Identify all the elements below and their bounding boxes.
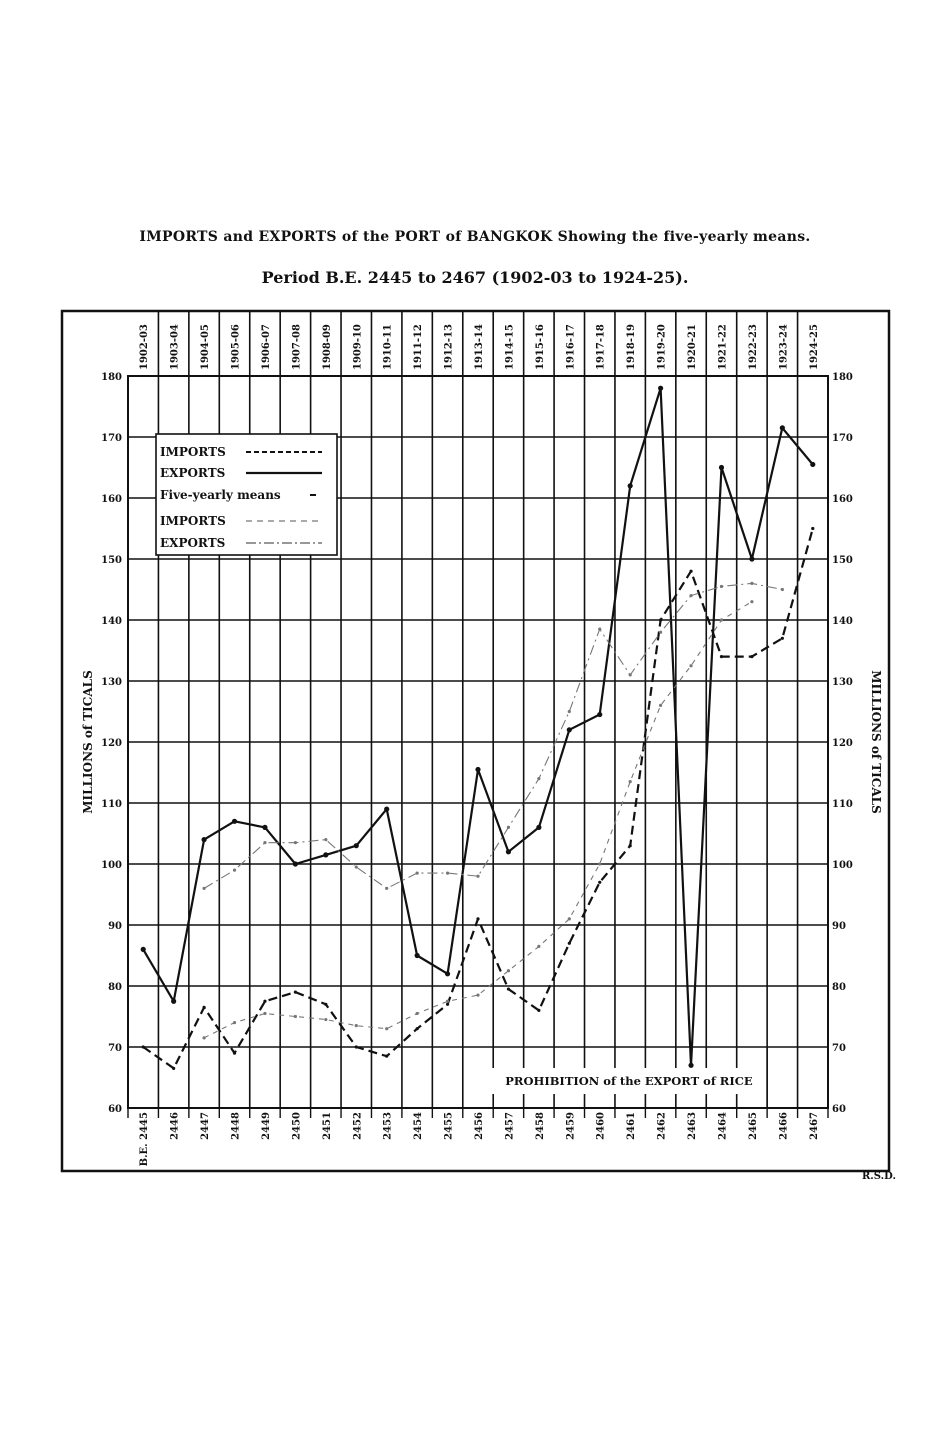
x-bottom-tick-label: B.E. 2445 — [139, 1112, 151, 1167]
data-point-exports — [445, 971, 450, 976]
data-point-imports — [324, 1003, 327, 1006]
y-tick-label-right: 110 — [832, 799, 853, 810]
data-point-exports — [141, 947, 146, 952]
x-bottom-tick-label: 2458 — [534, 1112, 546, 1140]
y-tick-label-left: 70 — [108, 1043, 122, 1054]
x-bottom-tick-label: 2451 — [321, 1112, 333, 1140]
data-point-exports — [354, 843, 359, 848]
data-point-mean-imports — [263, 1012, 266, 1015]
data-point-mean-exports — [781, 588, 784, 591]
data-point-mean-exports — [263, 841, 266, 844]
data-point-imports — [202, 1006, 205, 1009]
data-point-exports — [658, 386, 663, 391]
data-point-mean-exports — [324, 838, 327, 841]
data-point-mean-exports — [202, 887, 205, 890]
chart-title: IMPORTS and EXPORTS of the PORT of BANGKOK Showing the five-yearly means. — [139, 229, 811, 245]
data-point-exports — [323, 852, 328, 857]
x-top-tick-label: 1922-23 — [747, 324, 759, 370]
data-point-exports — [384, 807, 389, 812]
data-point-mean-exports — [568, 710, 571, 713]
data-point-mean-imports — [720, 618, 723, 621]
data-point-exports — [810, 462, 815, 467]
x-top-tick-label: 1907-08 — [291, 324, 303, 370]
legend-label-0: IMPORTS — [160, 445, 226, 459]
data-point-mean-exports — [537, 777, 540, 780]
data-point-exports — [262, 825, 267, 830]
x-top-tick-label: 1915-16 — [534, 324, 546, 370]
x-top-tick-label: 1914-15 — [504, 324, 516, 370]
y-tick-label-right: 80 — [832, 982, 846, 993]
x-bottom-tick-label: 2465 — [747, 1112, 759, 1140]
data-point-exports — [415, 953, 420, 958]
data-point-mean-exports — [659, 631, 662, 634]
y-tick-label-left: 130 — [101, 677, 122, 688]
data-point-mean-exports — [385, 887, 388, 890]
data-point-imports — [598, 881, 601, 884]
x-bottom-tick-label: 2463 — [687, 1112, 699, 1140]
data-point-mean-imports — [537, 945, 540, 948]
x-top-tick-label: 1923-24 — [778, 324, 790, 370]
y-tick-label-right: 170 — [832, 433, 853, 444]
x-top-tick-label: 1904-05 — [200, 324, 212, 370]
data-point-imports — [355, 1045, 358, 1048]
y-tick-label-left: 60 — [108, 1104, 122, 1115]
x-bottom-tick-label: 2449 — [260, 1112, 272, 1140]
x-top-tick-label: 1910-11 — [382, 324, 394, 370]
x-top-tick-label: 1918-19 — [626, 324, 638, 370]
series-mean-imports — [202, 600, 753, 1039]
data-point-imports — [416, 1027, 419, 1030]
data-point-imports — [537, 1009, 540, 1012]
x-top-tick-label: 1921-22 — [717, 324, 729, 370]
y-tick-label-right: 140 — [832, 616, 853, 627]
y-tick-label-right: 130 — [832, 677, 853, 688]
y-tick-label-right: 180 — [832, 372, 853, 383]
x-top-tick-label: 1920-21 — [687, 324, 699, 370]
data-point-mean-exports — [294, 841, 297, 844]
x-top-tick-label: 1905-06 — [230, 324, 242, 370]
data-point-imports — [629, 844, 632, 847]
data-point-imports — [720, 655, 723, 658]
data-point-exports — [597, 712, 602, 717]
x-bottom-tick-label: 2459 — [565, 1112, 577, 1140]
data-point-exports — [171, 999, 176, 1004]
data-point-mean-imports — [689, 664, 692, 667]
data-point-mean-exports — [629, 673, 632, 676]
data-point-mean-imports — [659, 704, 662, 707]
x-top-tick-label: 1906-07 — [260, 324, 272, 370]
x-bottom-tick-label: 2453 — [382, 1112, 394, 1140]
x-top-tick-label: 1913-14 — [474, 324, 485, 370]
y-axis-title-left: MILLIONS of TICALS — [81, 670, 95, 814]
data-point-imports — [507, 987, 510, 990]
data-point-exports — [749, 556, 754, 561]
data-point-exports — [536, 825, 541, 830]
data-point-mean-exports — [355, 865, 358, 868]
x-bottom-tick-label: 2454 — [413, 1112, 425, 1140]
y-tick-label-right: 160 — [832, 494, 853, 505]
data-point-mean-exports — [689, 594, 692, 597]
y-tick-label-right: 90 — [832, 921, 846, 932]
data-point-exports — [688, 1063, 693, 1068]
x-bottom-tick-label: 2456 — [474, 1112, 485, 1140]
data-point-exports — [475, 767, 480, 772]
y-tick-label-left: 100 — [101, 860, 122, 871]
data-point-mean-imports — [202, 1036, 205, 1039]
data-point-imports — [233, 1052, 236, 1055]
y-tick-label-left: 160 — [101, 494, 122, 505]
data-point-imports — [294, 991, 297, 994]
x-bottom-tick-label: 2466 — [778, 1112, 790, 1140]
legend-label-1: EXPORTS — [160, 466, 226, 480]
data-point-imports — [172, 1067, 175, 1070]
data-point-mean-exports — [233, 869, 236, 872]
x-top-tick-label: 1917-18 — [595, 324, 607, 370]
x-bottom-tick-label: 2457 — [504, 1112, 516, 1140]
x-bottom-tick-label: 2448 — [230, 1112, 242, 1140]
y-tick-label-right: 120 — [832, 738, 853, 749]
data-point-mean-imports — [416, 1012, 419, 1015]
y-tick-label-left: 120 — [101, 738, 122, 749]
x-bottom-tick-label: 2446 — [169, 1112, 181, 1140]
x-top-tick-label: 1924-25 — [808, 324, 820, 370]
data-point-mean-exports — [720, 585, 723, 588]
y-tick-label-right: 150 — [832, 555, 853, 566]
data-point-mean-exports — [507, 826, 510, 829]
x-bottom-tick-label: 2447 — [200, 1112, 212, 1140]
data-point-mean-imports — [233, 1021, 236, 1024]
data-point-exports — [719, 465, 724, 470]
data-point-exports — [628, 483, 633, 488]
y-tick-label-left: 170 — [101, 433, 122, 444]
data-point-imports — [568, 942, 571, 945]
chart-legend — [156, 434, 337, 555]
x-bottom-tick-label: 2450 — [291, 1112, 303, 1140]
y-tick-label-left: 80 — [108, 982, 122, 993]
x-bottom-tick-label: 2464 — [717, 1112, 729, 1140]
data-point-imports — [659, 618, 662, 621]
data-point-mean-imports — [476, 994, 479, 997]
data-point-imports — [781, 637, 784, 640]
data-point-mean-imports — [385, 1027, 388, 1030]
data-point-mean-imports — [294, 1015, 297, 1018]
y-axis-title-right: MILLIONS of TICALS — [869, 670, 883, 814]
x-bottom-tick-label: 2452 — [352, 1112, 364, 1140]
x-bottom-tick-label: 2460 — [595, 1112, 607, 1140]
y-tick-label-left: 180 — [101, 372, 122, 383]
data-point-exports — [567, 727, 572, 732]
data-point-imports — [811, 527, 814, 530]
y-tick-label-right: 60 — [832, 1104, 846, 1115]
data-point-mean-imports — [568, 917, 571, 920]
data-point-imports — [263, 1000, 266, 1003]
data-point-imports — [750, 655, 753, 658]
data-point-imports — [142, 1045, 145, 1048]
chart-credit: R.S.D. — [862, 1171, 896, 1182]
data-point-exports — [293, 861, 298, 866]
data-point-exports — [780, 425, 785, 430]
x-bottom-tick-label: 2467 — [808, 1112, 820, 1140]
data-point-imports — [689, 570, 692, 573]
legend-label-3: IMPORTS — [160, 514, 226, 528]
legend-label-2: Five-yearly means — [160, 488, 281, 502]
x-top-tick-label: 1911-12 — [413, 324, 425, 370]
data-point-mean-imports — [598, 862, 601, 865]
x-bottom-tick-label: 2462 — [656, 1112, 668, 1140]
y-tick-label-left: 90 — [108, 921, 122, 932]
y-tick-label-right: 100 — [832, 860, 853, 871]
data-point-exports — [201, 837, 206, 842]
annotation-text: PROHIBITION of the EXPORT of RICE — [505, 1074, 753, 1088]
x-top-tick-label: 1909-10 — [352, 324, 364, 370]
data-point-mean-exports — [598, 628, 601, 631]
y-tick-label-left: 140 — [101, 616, 122, 627]
series-line-imports — [143, 529, 813, 1069]
y-tick-label-left: 150 — [101, 555, 122, 566]
data-point-mean-exports — [476, 875, 479, 878]
x-top-tick-label: 1902-03 — [139, 324, 151, 370]
chart-subtitle: Period B.E. 2445 to 2467 (1902-03 to 1924-25). — [261, 268, 689, 287]
y-tick-label-left: 110 — [101, 799, 122, 810]
x-top-tick-label: 1908-09 — [321, 324, 333, 370]
series-line-mean-imports — [204, 602, 752, 1038]
data-point-mean-imports — [355, 1024, 358, 1027]
data-point-mean-imports — [629, 780, 632, 783]
x-bottom-tick-label: 2461 — [626, 1112, 638, 1140]
data-point-exports — [506, 849, 511, 854]
data-point-mean-exports — [750, 582, 753, 585]
data-point-mean-exports — [416, 872, 419, 875]
x-bottom-tick-label: 2455 — [443, 1112, 455, 1140]
data-point-mean-imports — [324, 1018, 327, 1021]
data-point-mean-imports — [507, 969, 510, 972]
data-point-imports — [446, 1003, 449, 1006]
data-point-imports — [476, 917, 479, 920]
x-top-tick-label: 1912-13 — [443, 324, 455, 370]
y-tick-label-right: 70 — [832, 1043, 846, 1054]
x-top-tick-label: 1903-04 — [169, 324, 181, 370]
legend-label-4: EXPORTS — [160, 536, 226, 550]
x-top-tick-label: 1919-20 — [656, 324, 668, 370]
data-point-mean-imports — [446, 1000, 449, 1003]
data-point-imports — [385, 1055, 388, 1058]
chart-grid — [128, 312, 828, 1108]
x-top-tick-label: 1916-17 — [565, 324, 577, 370]
data-point-exports — [232, 819, 237, 824]
data-point-mean-exports — [446, 872, 449, 875]
data-point-mean-imports — [750, 600, 753, 603]
